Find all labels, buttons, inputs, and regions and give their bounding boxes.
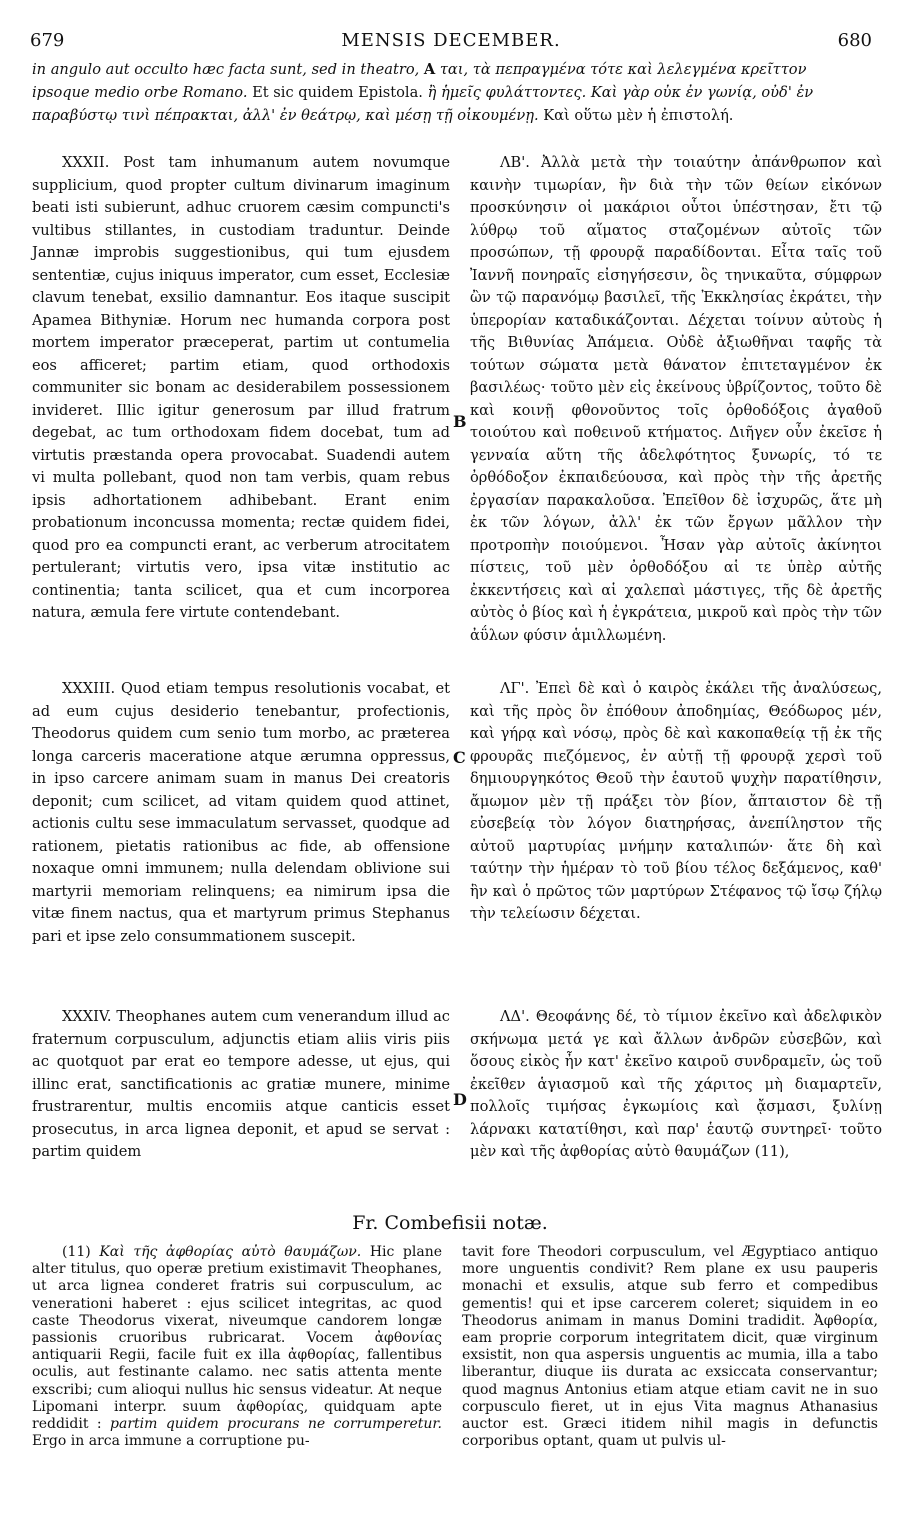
note-text-right: tavit fore Theodori corpusculum, vel Ægyptiaco antiquo more unguentis condivit? Rem plane ex usu pauperis monachi et exsulis, atque sub ferro et compedibus gementis! qui et ipse carcerem coleret; siquidem in eo Theodorus animam in manus Domini tradidit. Ἀφθορία, eam proprie corporum integritatem dicit, quæ virginum exsistit, non qua aspersis unguentis ac mumia, illa a tabo liberantur, diuque iis durata ac exsiccata conservantur; quod magnus Antonius etiam atque etiam cavit ne in suo corpusculo fieret, ut in ejus Vita magnus Athanasius auctor est. Græci itidem nihil magis in defunctis corporibus optant, quam ut pulvis ul-: [462, 1244, 878, 1450]
latin-section-32: [32, 152, 450, 625]
running-title: MENSIS DECEMBER.: [341, 30, 561, 51]
note-text-1: Hic plane alter titulus, quo operæ pretium existimavit Theophanes, ut arca lignea conderet fratris sui corpusculum, ac venerationi haberet : ejus scilicet integritas, ac quod caste Theodorus vixerat, niveumque candorem longæ passionis cruoribus rubricarat. Vocem ἀφθονίας antiquarii Regii, facile fuit ex illa ἀφθορίας, fallentibus oculis, aut festinante calamo. nec satis attenta mente exscribi; cum alioqui nullus hic sensus videatur. At neque Lipomani interpr. suum ἀφθορίας, quidquam apte reddidit :: [32, 1244, 443, 1433]
greek-section-34: [470, 1006, 882, 1164]
margin-marker-a: A: [423, 61, 436, 78]
opening-latin-italic-2: ipsoque medio orbe Romano.: [32, 84, 248, 101]
page-number-left: 679: [30, 30, 65, 51]
note-text-2: Ergo in arca immune a corruptione pu-: [32, 1433, 310, 1450]
opening-lines: [32, 58, 876, 127]
margin-marker-c: C: [453, 748, 466, 767]
greek-paragraph: ΛΒ'. Ἀλλὰ μετὰ τὴν τοιαύτην ἀπάνθρωπον καὶ καινὴν τιμωρίαν, ἣν διὰ τὴν τῶν θείων εἰκόνων προσκύνησιν οἱ μακάριοι οὗτοι ὑπέστησαν, ἔτι τῷ λύθρῳ τοῦ αἵματος σταζομένων αὐτοῖς τῶν προσώπων, τῇ φρουρᾷ παραδίδονται. Εἶτα ταῖς τοῦ Ἰαννῆ πονηραῖς εἰσηγήσεσιν, ὃς τηνικαῦτα, σύμφρων ὢν τῷ παρανόμῳ βασιλεῖ, τῆς Ἐκκλησίας ἐκράτει, τὴν ὑπερορίαν καταδικάζονται. Δέχεται τοίνυν αὐτοὺς ἡ τῆς Βιθυνίας Ἀπάμεια. Οὐδὲ ἀξιωθῆναι ταφῆς τὰ τούτων σώματα μετὰ θάνατον ἐπιτεταγμένον ἐκ βασιλέως· τοῦτο μὲν εἰς ἐκείνους ὑβρίζοντος, τοῦτο δὲ καὶ κοινῇ φθονοῦντος τοῖς ὀρθοδόξοις ἀγαθοῦ τοιούτου καὶ ποθεινοῦ κτήματος. Διῆγεν οὖν ἐκεῖσε ἡ γενναία αὕτη τῆς ἀδελφότητος ξυνωρίς, τό τε ὀρθόδοξον ἐκπαιδεύουσα, καὶ πρὸς τὴν τῆς ἀρετῆς ἐργασίαν παρακαλοῦσα. Ἐπεῖθον δὲ ἰσχυρῶς, ἅτε μὴ ἐκ τῶν λόγων, ἀλλ' ἐκ τῶν ἔργων μᾶλλον τὴν προτροπὴν ποιούμενοι. Ἦσαν γὰρ αὐτοῖς ἀκίνητοι πίστεις, τοῦ μὲν ὀρθοδόξου αἱ τε ὑπὲρ αὐτῆς ἐκκεντήσεις καὶ αἱ χαλεπαὶ μάστιγες, τῆς δὲ ἀρετῆς αὐτὸς ὁ βίος καὶ ἡ ἐγκράτεια, μικροῦ καὶ πρὸς τὴν τῶν ἀΰλων φύσιν ἁμιλλωμένη.: [470, 154, 882, 644]
opening-greek-italic-1: ται, τὰ πεπραγμένα τότε καὶ λελεγμένα κρεῖττον: [439, 61, 807, 78]
greek-section-32: [470, 152, 882, 647]
margin-marker-b: B: [453, 412, 467, 431]
greek-paragraph: ΛΔ'. Θεοφάνης δέ, τὸ τίμιον ἐκεῖνο καὶ ἀδελφικὸν σκήνωμα μετά γε καὶ ἄλλων ἀνδρῶν εὐσεβῶν, καὶ ὅσους εἰκὸς ἦν κατ' ἐκεῖνο καιροῦ συνδραμεῖν, ὡς τοῦ ἐκεῖθεν ἁγιασμοῦ καὶ τῆς χάριτος μὴ διαμαρτεῖν, πολλοῖς τιμήσας ἐγκωμίοις καὶ ᾄσμασι, ξυλίνῃ λάρνακι κατατίθησι, καὶ παρ' ἑαυτῷ συντηρεῖ· τοῦτο μὲν καὶ τῆς ἀφθορίας αὐτὸ θαυμάζων (11),: [470, 1008, 882, 1160]
note-number: (11): [62, 1244, 91, 1260]
latin-paragraph: XXXIV. Theophanes autem cum venerandum illud ac fraternum corpusculum, adjunctis etiam aliis viris piis ac quotquot par erat eo tempore adesse, ut ejus, qui illinc erat, sanctificationis ac gratiæ munere, minime frustrarentur, multis encomiis atque canticis esset prosecutus, in arca lignea deponit, et apud se servat : partim quidem: [32, 1008, 450, 1160]
latin-paragraph: XXXII. Post tam inhumanum autem novumque supplicium, quod propter cultum divinarum imaginum beati isti subierunt, adhuc cruorem cæsim compuncti's vultibus stillantes, in custodiam traduntur. Deinde Jannæ improbis suggestionibus, qui tum ejusdem sententiæ, cujus iniquus imperator, cum esset, Ecclesiæ clavum tenebat, exsilio damnantur. Eos itaque suscipit Apamea Bithyniæ. Horum nec humanda corpora post mortem imperator præceperat, partim ut contumelia eos afficeret; partim etiam, quod orthodoxis communiter sic bonam ac desiderabilem possessionem invideret. Illic igitur generosum par illud fratrum degebat, ac tum orthodoxam fidem docebat, tum ad virtutis præstanda opera provocabat. Suadendi autem vi multa pollebant, quod non tam verbis, quam rebus ipsis adhortationem adhibebant. Erant enim probationum inconcussa momenta; rectæ quidem fidei, quod pro ea compuncti erant, ac verberum atrocitatem pertulerant; virtutis vero, ipsa vitæ institutio ac continentia; tanta scilicet, qua et cum incorporea natura, æmula fere virtute contendebant.: [32, 154, 450, 621]
margin-marker-d: D: [453, 1090, 467, 1109]
opening-greek-italic-2: ἢ ἡμεῖς φυλάττοντες. Καὶ γὰρ οὐκ ἐν γωνίᾳ, οὐδ' ἐν παραβύστῳ τινὶ πέπρακται, ἀλλ' ἐν θεάτρῳ, καὶ μέσῃ τῇ οἰκουμένῃ.: [32, 84, 814, 124]
latin-paragraph: XXXIII. Quod etiam tempus resolutionis vocabat, et ad eum cujus desiderio tenebantur, profectionis, Theodorus quidem cum senio tum morbo, ac præterea longa carceris maceratione atque ærumna oppressus, in ipso carcere animam suam in manus Dei creatoris deponit; cum scilicet, ad vitam quidem quod attinet, actionis cultu sese immaculatum servasset, quodque ad rationem, pietatis rationibus ac fide, ab offensione noxaque omni immunem; nulla delendam oblivione sui martyrii memoriam relinquens; ea nimirum ipsa die vitæ finem nactus, qua et martyrum primus Stephanus pari et ipse zelo consummationem suscepit.: [32, 680, 450, 945]
opening-greek-end: Καὶ οὕτω μὲν ἡ ἐπιστολή.: [543, 107, 734, 124]
notes-left-column: [32, 1244, 442, 1450]
latin-section-33: [32, 678, 450, 948]
opening-latin-3: Et sic quidem Epistola.: [252, 84, 423, 101]
page-number-right: 680: [837, 30, 872, 51]
notes-heading: Fr. Combefisii notæ.: [352, 1212, 548, 1234]
notes-right-column: [462, 1244, 878, 1450]
page-header: [30, 30, 872, 54]
note-greek-lemma: Καὶ τῆς ἀφθορίας αὐτὸ θαυμάζων.: [99, 1244, 362, 1260]
greek-section-33: [470, 678, 882, 926]
note-italic-quote: partim quidem procurans ne corrumperetur.: [110, 1416, 442, 1433]
latin-section-34: [32, 1006, 450, 1164]
greek-paragraph: ΛΓ'. Ἐπεὶ δὲ καὶ ὁ καιρὸς ἐκάλει τῆς ἀναλύσεως, καὶ τῆς πρὸς ὃν ἐπόθουν ἀποδημίας, Θεόδωρος μέν, καὶ γήρᾳ καὶ νόσῳ, πρὸς δὲ καὶ κακοπαθείᾳ τῇ ἐκ τῆς φρουρᾶς πιεζόμενος, ἐν αὐτῇ τῇ φρουρᾷ χερσὶ τοῦ δημιουργηκότος Θεοῦ τὴν ἑαυτοῦ ψυχὴν παρατίθησιν, ἄμωμον μὲν τῇ πράξει τὸν βίον, ἄπταιστον δὲ τῇ εὐσεβείᾳ τὸν λόγον διατηρήσας, ἀνεπίληστον τῆς αὐτοῦ μαρτυρίας μνήμην καταλιπών· ἅτε δὴ καὶ ταύτην τὴν ἡμέραν τὸ τοῦ βίου τέλος δεξάμενος, καθ' ἣν καὶ ὁ πρῶτος τῶν μαρτύρων Στέφανος τῷ ἴσῳ ζήλῳ τὴν τελείωσιν δέχεται.: [470, 680, 882, 922]
opening-latin-italic: in angulo aut occulto hæc facta sunt, sed in theatro,: [32, 61, 420, 78]
